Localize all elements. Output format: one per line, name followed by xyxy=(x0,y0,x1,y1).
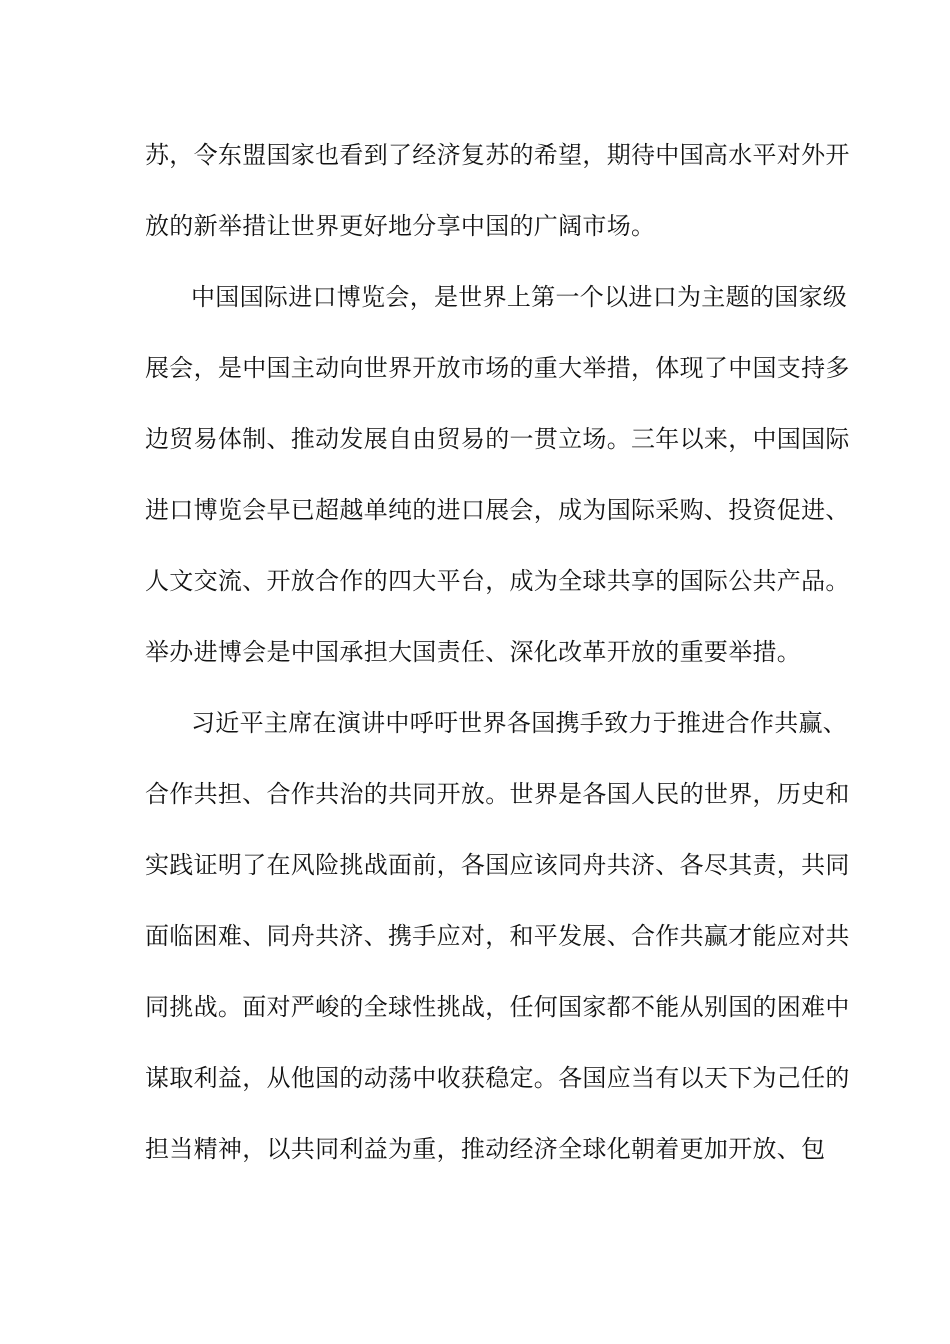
text-line: 苏，令东盟国家也看到了经济复苏的希望，期待中国高水平对外开 xyxy=(145,141,850,169)
text-line: 合作共担、合作共治的共同开放。世界是各国人民的世界，历史和 xyxy=(145,780,850,808)
paragraph-start-line: 习近平主席在演讲中呼吁世界各国携手致力于推进合作共赢、 xyxy=(191,709,848,737)
text-line: 进口博览会早已超越单纯的进口展会，成为国际采购、投资促进、 xyxy=(145,496,850,524)
text-line: 担当精神，以共同利益为重，推动经济全球化朝着更加开放、包 xyxy=(145,1135,826,1163)
text-line: 人文交流、开放合作的四大平台，成为全球共享的国际公共产品。 xyxy=(145,567,850,595)
text-line: 面临困难、同舟共济、携手应对，和平发展、合作共赢才能应对共 xyxy=(145,922,850,950)
text-line: 边贸易体制、推动发展自由贸易的一贯立场。三年以来，中国国际 xyxy=(145,425,850,453)
text-line: 展会，是中国主动向世界开放市场的重大举措，体现了中国支持多 xyxy=(145,354,850,382)
paragraph-start-line: 中国国际进口博览会，是世界上第一个以进口为主题的国家级 xyxy=(191,283,848,311)
text-line: 谋取利益，从他国的动荡中收获稳定。各国应当有以天下为己任的 xyxy=(145,1064,850,1092)
text-line: 举办进博会是中国承担大国责任、深化改革开放的重要举措。 xyxy=(145,638,802,666)
text-line: 实践证明了在风险挑战面前，各国应该同舟共济、各尽其责，共同 xyxy=(145,851,850,879)
text-line: 同挑战。面对严峻的全球性挑战，任何国家都不能从别国的困难中 xyxy=(145,993,850,1021)
text-line: 放的新举措让世界更好地分享中国的广阔市场。 xyxy=(145,212,656,240)
